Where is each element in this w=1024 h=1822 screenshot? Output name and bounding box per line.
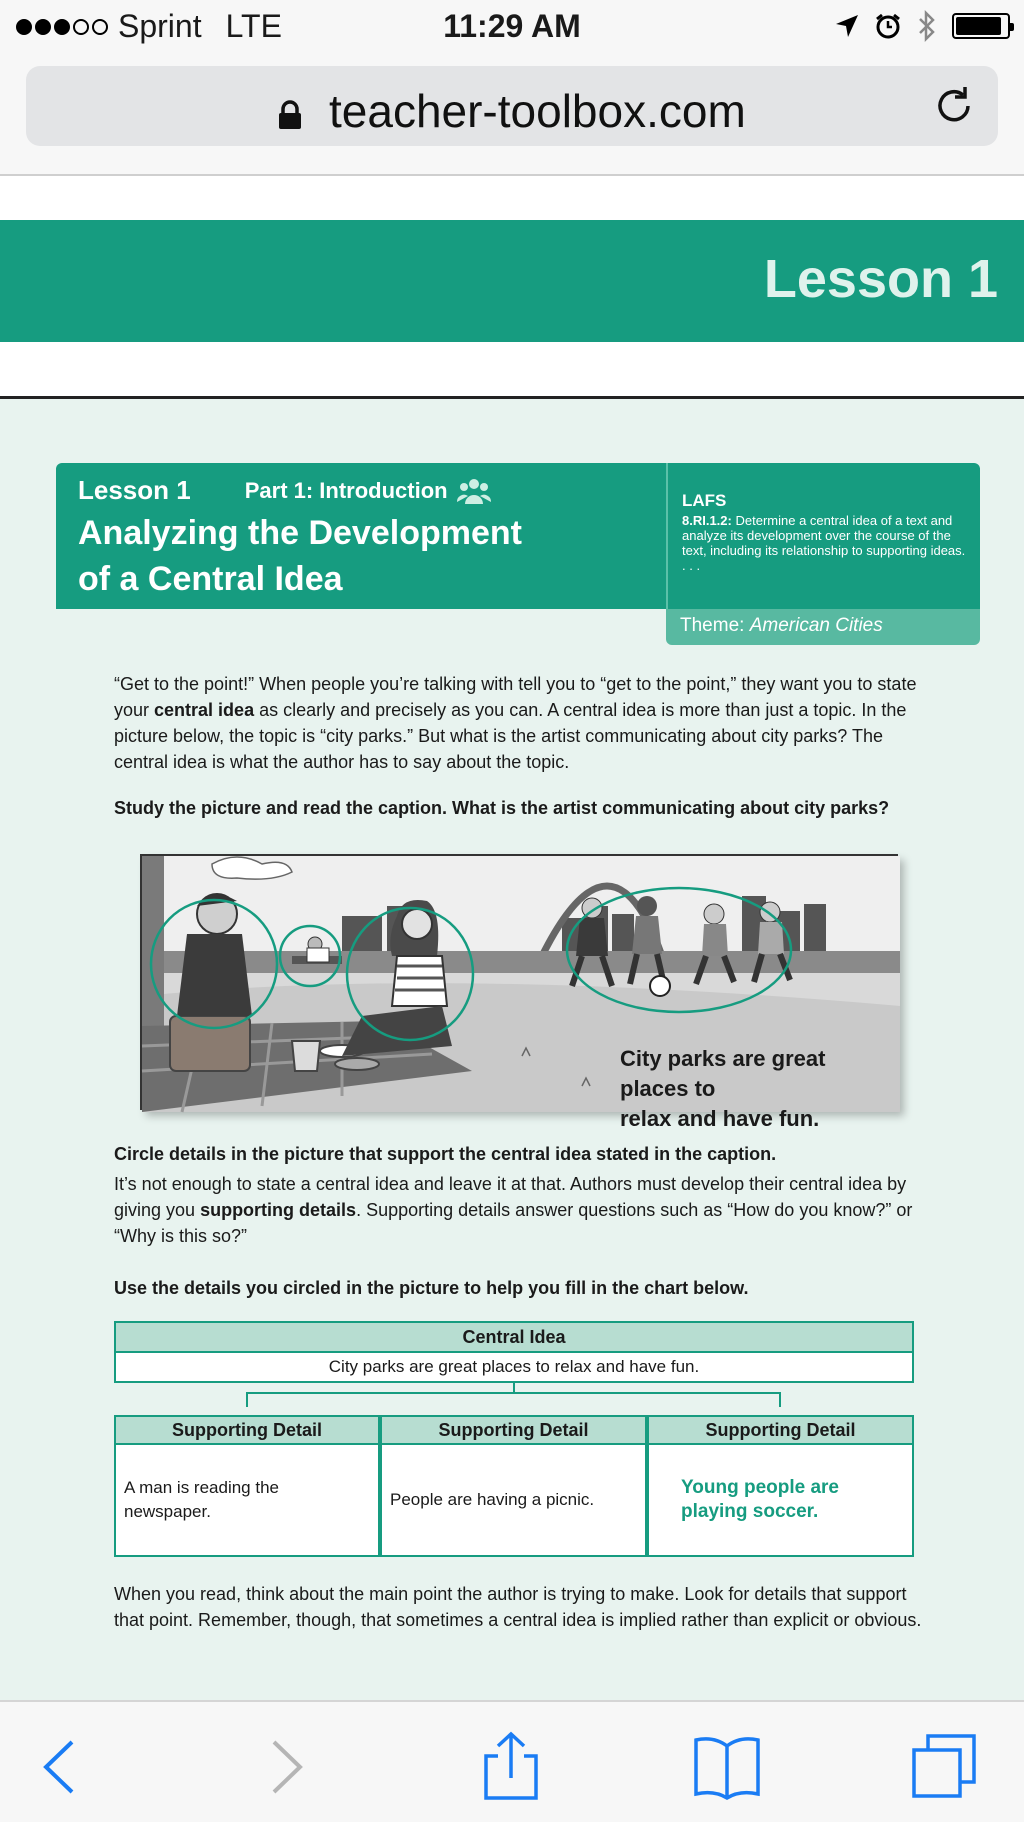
lesson-header bbox=[56, 463, 980, 609]
details-text-a: It’s not enough to state a central idea and leave it at that. Authors must develop their central idea by giving you bbox=[114, 1174, 907, 1220]
reload-icon[interactable] bbox=[932, 84, 976, 128]
central-idea-header: Central Idea bbox=[114, 1321, 914, 1353]
browser-url-area bbox=[0, 56, 1024, 176]
status-bar bbox=[0, 0, 1024, 56]
intro-text-b: as clearly and precisely as you can. A central idea is more than just a topic. In the picture below, the topic is “city parks.” But what is the artist communicating about city parks? The central idea is what the author has to say about the topic. bbox=[114, 700, 907, 772]
lesson-title-line2: of a Central Idea bbox=[78, 560, 343, 598]
theme-value: American Cities bbox=[749, 615, 883, 636]
tabs-icon[interactable] bbox=[910, 1732, 980, 1802]
browser-toolbar bbox=[0, 1700, 1024, 1822]
lock-icon bbox=[278, 100, 302, 130]
details-text-b: . Supporting details answer questions such as “How do you know?” or “Why is this so?” bbox=[114, 1200, 913, 1246]
lesson-title-line1: Analyzing the Development bbox=[78, 514, 522, 552]
park-illustration bbox=[140, 854, 898, 1131]
lafs-code: 8.RI.1.2: bbox=[682, 513, 732, 528]
supporting-detail-1 bbox=[114, 1445, 380, 1557]
caption-line1: City parks are great places to bbox=[620, 1046, 826, 1101]
bookmarks-icon[interactable] bbox=[692, 1732, 762, 1802]
address-bar[interactable] bbox=[26, 66, 998, 146]
intro-text-a: “Get to the point!” When people you’re talking with tell you to “get to the point,” they want you to state your bbox=[114, 674, 917, 720]
lesson-number: Lesson 1 bbox=[78, 475, 191, 505]
web-page bbox=[0, 176, 1024, 1700]
supporting-detail-header-2: Supporting Detail bbox=[380, 1415, 647, 1445]
network-type: LTE bbox=[225, 8, 282, 44]
battery-icon bbox=[952, 13, 1010, 39]
bluetooth-icon bbox=[916, 10, 938, 42]
lesson-sheet bbox=[0, 399, 1024, 1700]
supporting-detail-header-1: Supporting Detail bbox=[114, 1415, 380, 1445]
status-right bbox=[834, 10, 1010, 42]
details-bold-term: supporting details bbox=[200, 1200, 357, 1220]
location-arrow-icon bbox=[834, 13, 860, 39]
instruction-study-picture: Study the picture and read the caption. What is the artist communicating about city parks? bbox=[114, 798, 890, 818]
part-label-text: Part 1: Introduction bbox=[244, 477, 448, 503]
lafs-description bbox=[682, 513, 966, 573]
lafs-title: LAFS bbox=[682, 491, 727, 510]
part-label bbox=[245, 476, 492, 506]
group-icon bbox=[456, 476, 492, 506]
central-idea-chart bbox=[114, 1321, 914, 1561]
lesson-banner-title: Lesson 1 bbox=[763, 249, 998, 309]
theme-box bbox=[666, 609, 980, 645]
closing-paragraph: When you read, think about the main point the author is trying to make. Look for details that support that point. Remember, though, that sometimes a central idea is implied rather than explicit or obvious. bbox=[114, 1584, 922, 1630]
supporting-detail-text-2: People are having a picnic. bbox=[390, 1490, 595, 1509]
supporting-detail-text-3: Young people are playing soccer. bbox=[681, 1477, 840, 1522]
lesson-title bbox=[78, 510, 522, 602]
carrier-name: Sprint bbox=[118, 8, 202, 44]
supporting-details-paragraph bbox=[114, 1171, 934, 1249]
lafs-text: Determine a central idea of a text and analyze its development over the course of the text, including its relationship to supporting ideas. . . . bbox=[682, 513, 966, 573]
lafs-standard bbox=[666, 463, 980, 609]
supporting-detail-header-3: Supporting Detail bbox=[647, 1415, 914, 1445]
battery-level bbox=[956, 17, 1001, 35]
instruction-circle-details: Circle details in the picture that support the central idea stated in the caption. bbox=[114, 1144, 777, 1164]
back-icon[interactable] bbox=[24, 1732, 94, 1802]
lesson-header-left bbox=[78, 475, 522, 602]
chart-connector-lines bbox=[114, 1383, 914, 1415]
picture-caption bbox=[620, 1044, 896, 1134]
share-icon[interactable] bbox=[476, 1732, 546, 1802]
supporting-detail-text-1: A man is reading the newspaper. bbox=[124, 1478, 279, 1521]
intro-bold-term: central idea bbox=[154, 700, 255, 720]
central-idea-text: City parks are great places to relax and have fun. bbox=[114, 1353, 914, 1383]
alarm-icon bbox=[874, 12, 902, 40]
url-display[interactable] bbox=[26, 84, 998, 138]
forward-icon[interactable] bbox=[252, 1732, 322, 1802]
theme-label: Theme: bbox=[680, 615, 745, 636]
status-time: 11:29 AM bbox=[443, 8, 581, 44]
instruction-fill-chart: Use the details you circled in the picture to help you fill in the chart below. bbox=[114, 1278, 749, 1298]
supporting-detail-3 bbox=[647, 1445, 914, 1557]
lesson-banner bbox=[0, 220, 1024, 342]
url-text: teacher-toolbox.com bbox=[329, 85, 746, 137]
caption-line2: relax and have fun. bbox=[620, 1106, 820, 1131]
supporting-detail-2 bbox=[380, 1445, 647, 1557]
intro-paragraph bbox=[114, 671, 934, 775]
